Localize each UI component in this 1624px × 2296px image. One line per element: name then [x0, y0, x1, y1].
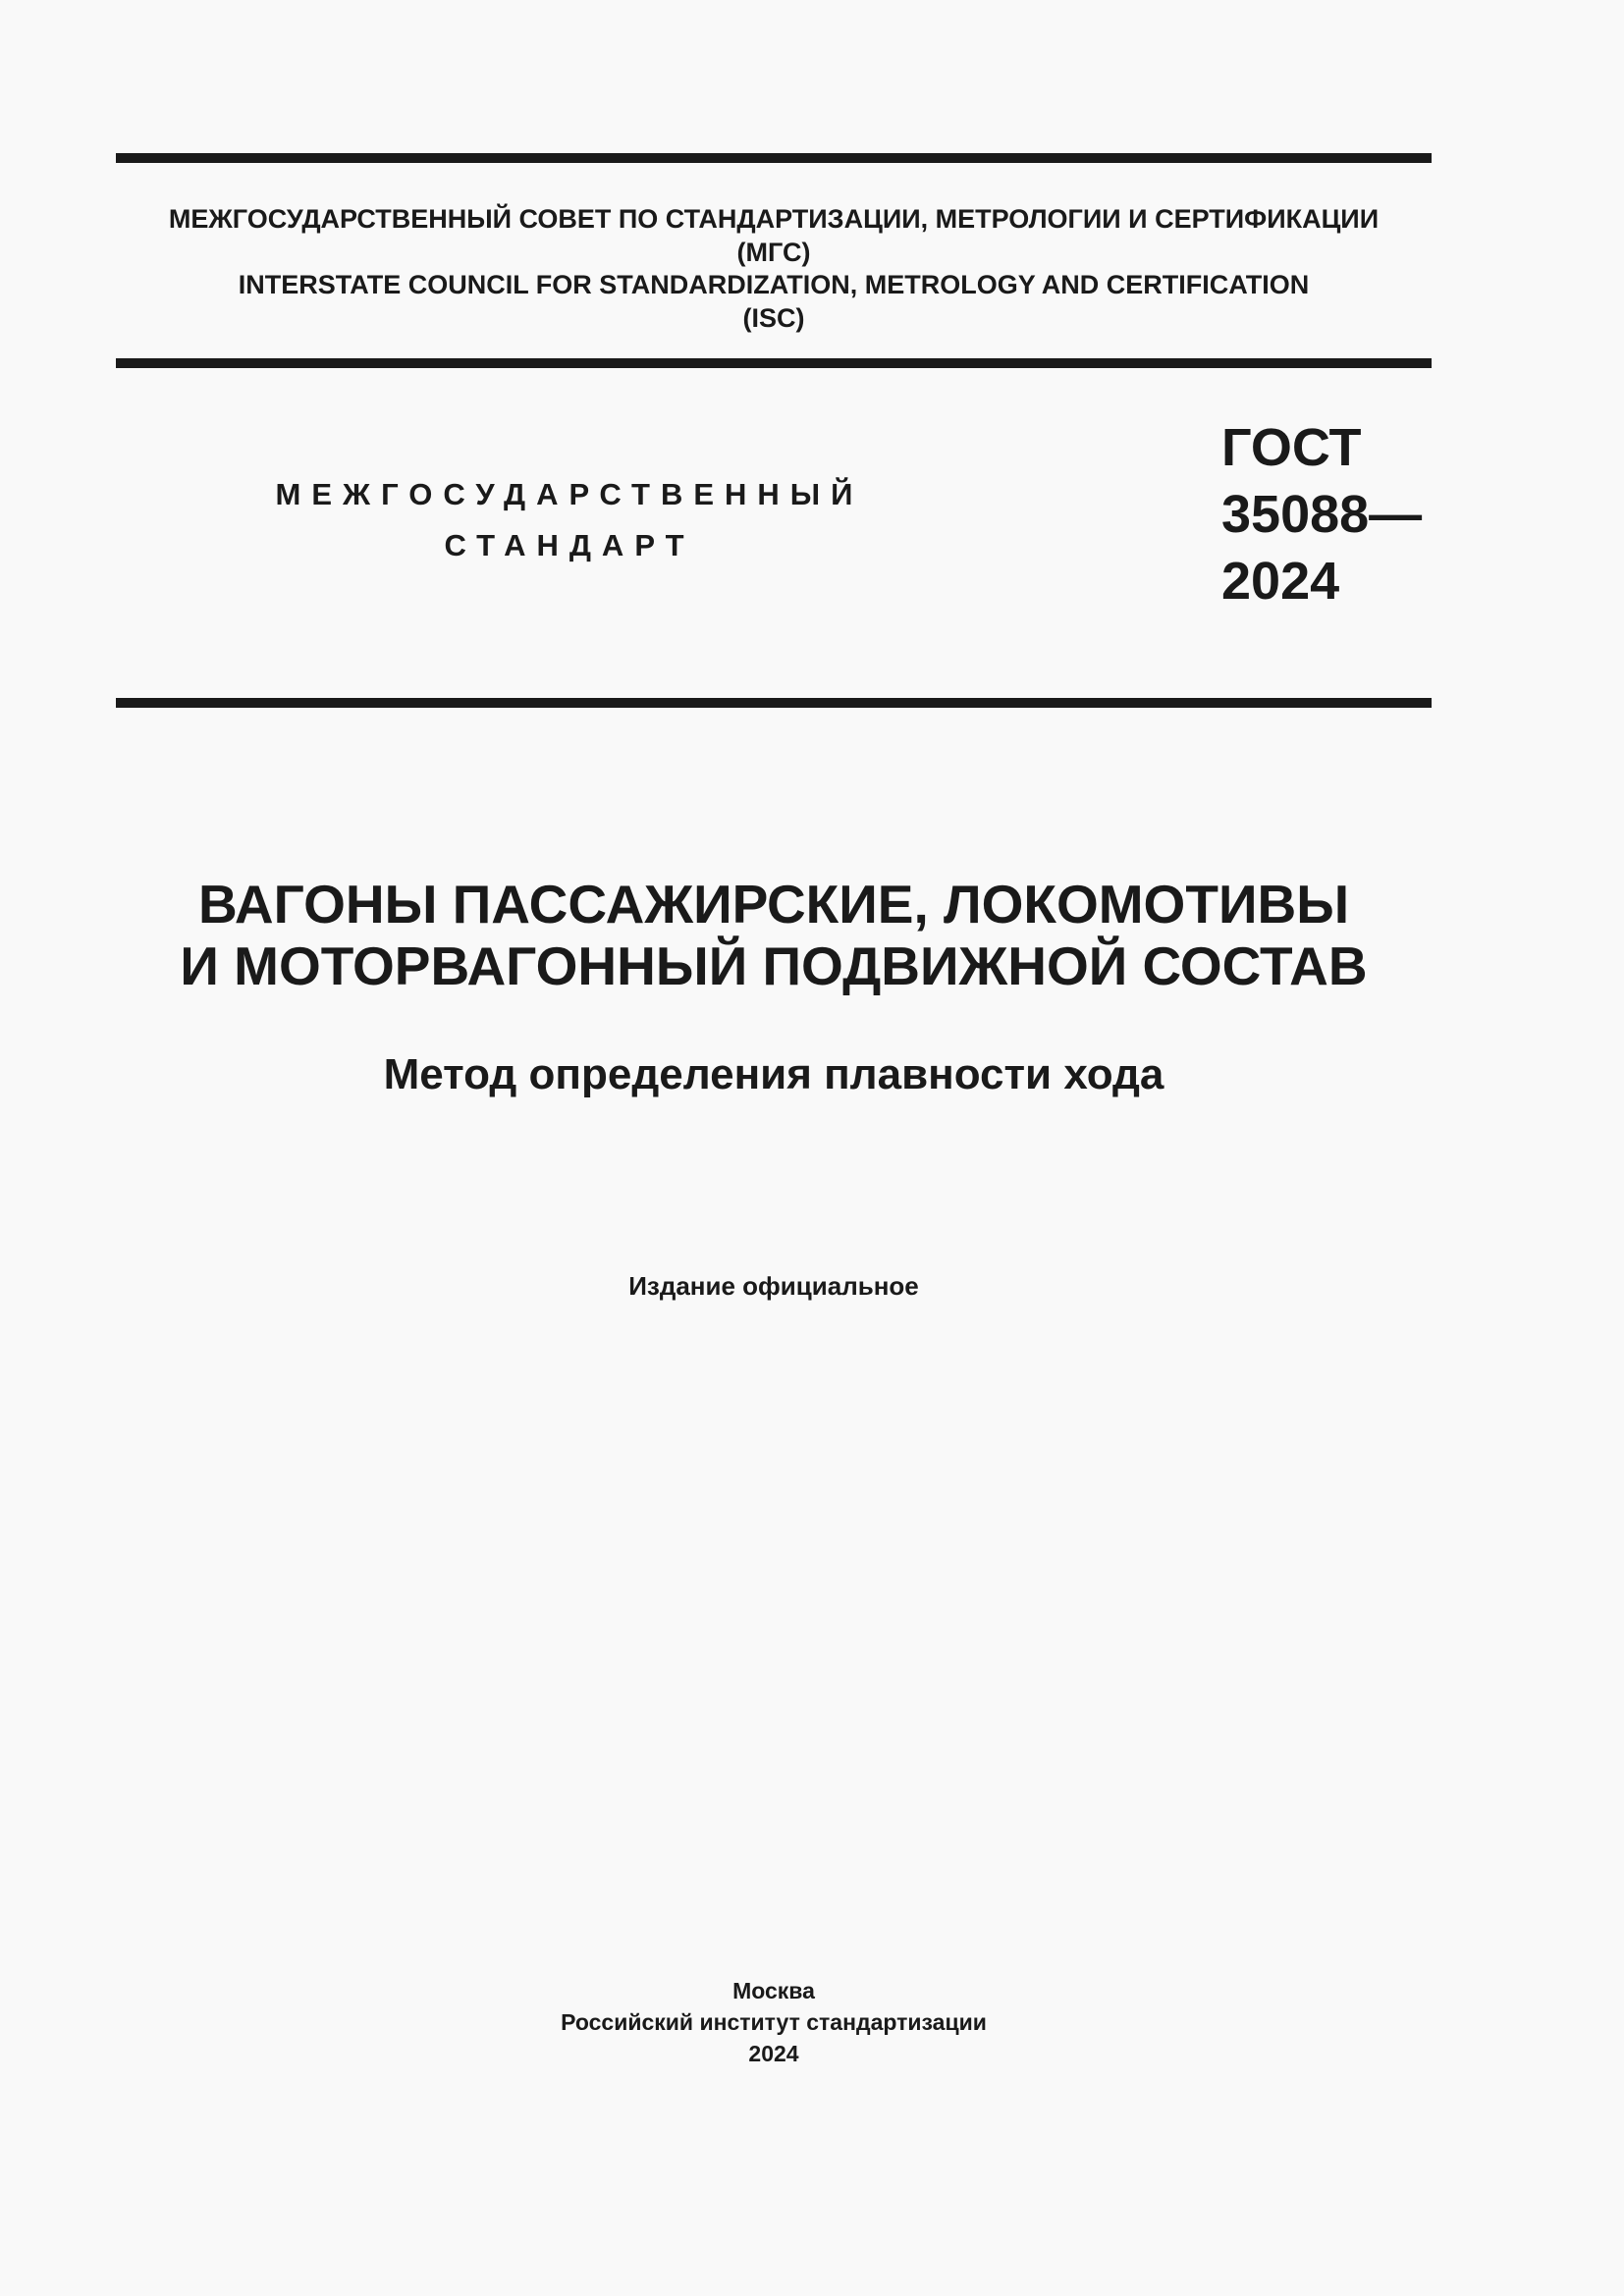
designation-prefix: ГОСТ [1221, 418, 1362, 477]
imprint-city: Москва [732, 1978, 815, 2003]
top-rule [116, 153, 1432, 163]
designation-divider [116, 698, 1432, 708]
standard-type-line1: МЕЖГОСУДАРСТВЕННЫЙ [275, 477, 864, 511]
imprint-publisher: Российский институт стандартизации [561, 2009, 987, 2035]
document-title [116, 874, 1432, 997]
imprint [116, 1975, 1432, 2069]
designation-year: 2024 [1221, 552, 1340, 611]
standard-type-line2: СТАНДАРТ [444, 528, 695, 562]
header-divider [116, 358, 1432, 368]
title-line1: ВАГОНЫ ПАССАЖИРСКИЕ, ЛОКОМОТИВЫ [197, 874, 1350, 934]
council-abbr-en: (ISC) [742, 302, 805, 333]
council-name-en: INTERSTATE COUNCIL FOR STANDARDIZATION, METROLOGY AND CERTIFICATION [238, 270, 1310, 299]
standard-type [226, 469, 913, 571]
council-name-ru: МЕЖГОСУДАРСТВЕННЫЙ СОВЕТ ПО СТАНДАРТИЗАЦИИ, МЕТРОЛОГИИ И СЕРТИФИКАЦИИ [168, 204, 1380, 234]
designation-number: 35088— [1221, 485, 1423, 544]
document-subtitle: Метод определения плавности хода [383, 1050, 1164, 1098]
title-line2: И МОТОРВАГОННЫЙ ПОДВИЖНОЙ СОСТАВ [180, 935, 1368, 996]
council-abbr-ru: (МГС) [736, 237, 811, 267]
council-header [116, 203, 1432, 335]
standard-designation [1221, 414, 1422, 614]
edition-note: Издание официальное [628, 1271, 919, 1301]
imprint-year: 2024 [748, 2041, 799, 2066]
